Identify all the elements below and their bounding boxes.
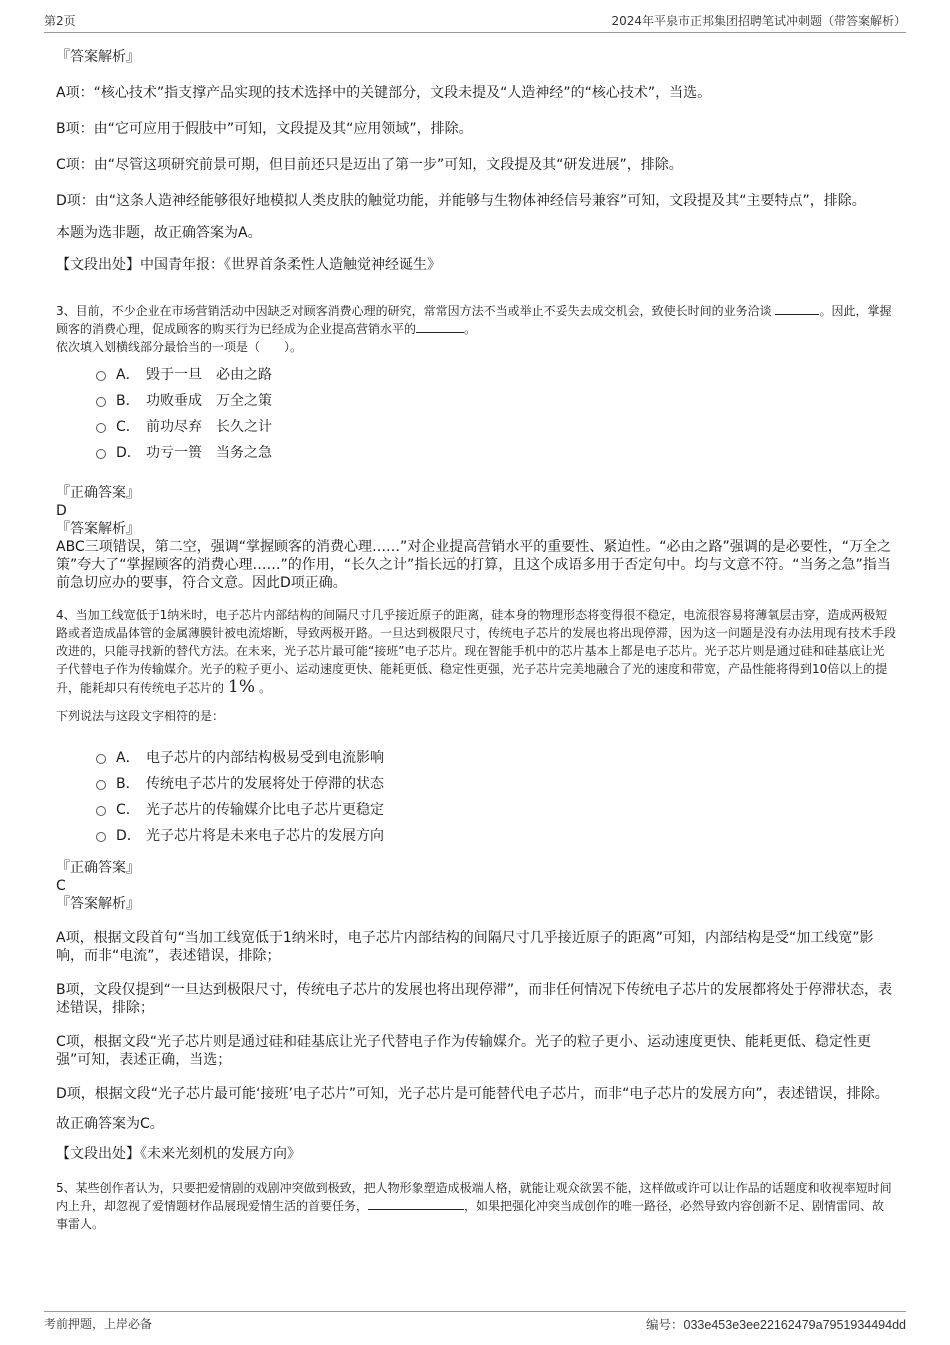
analysis-item-a: A项，根据文段首句“当加工线宽低于1纳米时，电子芯片内部结构的间隔尺寸几乎接近原子的距离”可知，内部结构是受“加工线宽”影响，而非“电流”，表述错误，排除； <box>56 930 874 964</box>
option-d[interactable]: D． 光子芯片将是未来电子芯片的发展方向 <box>56 823 896 849</box>
fill-blank <box>416 320 464 333</box>
question-text-part: 某些创作者认为，只要把爱情剧的戏剧冲突做到极致，把人物形象塑造成极端人格，就能让观众欲罢不能，这样做或许可以让作品的话题度和收视率短时间内上升，却忽视了爱情题材作品展现爱情生活的首要任务， <box>56 1181 892 1213</box>
question-text-part: 。因此，掌握顾客的消费心理，促成顾客的购买行为已经成为企业提高营销水平的 <box>56 304 892 336</box>
radio-icon[interactable] <box>96 397 106 407</box>
analysis-label: 『答案解析』 <box>56 521 140 537</box>
question-3 <box>56 302 896 592</box>
question-prompt: 依次填入划横线部分最恰当的一项是（ ）。 <box>56 340 303 354</box>
percent-value: 1% <box>228 677 255 697</box>
page-footer <box>44 1311 906 1337</box>
analysis-conclusion: 本题为选非题，故正确答案为A。 <box>56 225 262 241</box>
document-title: 2024年平泉市正邦集团招聘笔试冲刺题（带答案解析） <box>611 14 906 28</box>
answer-label: 『正确答案』 <box>56 860 140 876</box>
question-text-part: ，如果把强化冲突当成创作的唯一路径，必然导致内容创新不足、剧情雷同、故事雷人。 <box>56 1199 885 1231</box>
analysis-source: 【文段出处】《未来光刻机的发展方向》 <box>56 1146 301 1162</box>
analysis-item-c: C项，根据文段“光子芯片则是通过硅和硅基底让光子代替电子作为传输媒介。光子的粒子更小、运动速度更快、能耗更低、稳定性更强”可知，表述正确，当选； <box>56 1034 872 1068</box>
radio-icon[interactable] <box>96 806 106 816</box>
analysis-item-b: B项，文段仅提到“一旦达到极限尺寸，传统电子芯片的发展也将出现停滞”，而非任何情况下传统电子芯片的发展都将处于停滞状态，表述错误，排除； <box>56 982 893 1016</box>
option-d[interactable]: D． 功亏一篑 当务之急 <box>56 440 896 466</box>
fill-blank <box>368 1197 464 1210</box>
question-number: 4、 <box>56 608 76 622</box>
option-b[interactable]: B． 功败垂成 万全之策 <box>56 388 896 414</box>
question-stem: 4、当加工线宽低于1纳米时，电子芯片内部结构的间隔尺寸几乎接近原子的距离，硅本身的物理形态将变得很不稳定，电流很容易将薄氧层击穿，造成两极短路或者造成晶体管的金属薄膜针被电流熔断，导致两极开路。一旦达到极限尺寸，传统电子芯片的发展也将出现停滞，因为这一问题是没有办法用现有技术手段改进的，只能寻找新的替代方法。在未来，光子芯片最可能“接班”电子芯片。现在智能手机中的芯片基本上都是电子芯片。光子芯片则是通过硅和硅基底让光子代替电子作为传输媒介。光子的粒子更小、运动速度更快、能耗更低、稳定性更强，光子芯片完美地融合了光的速度和带宽，产品性能将得到10倍以上的提升，能耗却只有传统电子芯片的 1% 。 <box>56 608 897 697</box>
page-header <box>44 12 906 33</box>
question-stem <box>56 1179 896 1233</box>
analysis-item-a: A项：“核心技术”指支撑产品实现的技术选择中的关键部分，文段未提及“人造神经”的“核心技术”，当选。 <box>56 85 712 101</box>
question-text: 当加工线宽低于1纳米时，电子芯片内部结构的间隔尺寸几乎接近原子的距离，硅本身的物理形态将变得很不稳定，电流很容易将薄氧层击穿，造成两极短路或者造成晶体管的金属薄膜针被电流熔断，导致两极开路。一旦达到极限尺寸，传统电子芯片的发展也将出现停滞，因为这一问题是没有办法用现有技术手段改进的，只能寻找新的替代方法。在未来，光子芯片最可能“接班”电子芯片。现在智能手机中的芯片基本上都是电子芯片。光子芯片则是通过硅和硅基底让光子代替电子作为传输媒介。光子的粒子更小、运动速度更快、能耗更低、稳定性更强，光子芯片完美地融合了光的速度和带宽，产品性能将得到10倍以上的提升，能耗却只有传统电子芯片的 <box>56 608 897 695</box>
radio-icon[interactable] <box>96 423 106 433</box>
correct-answer: D <box>56 503 67 519</box>
question-text-part: 目前，不少企业在市场营销活动中因缺乏对顾客消费心理的研究，常常因方法不当或举止不妥失去成交机会，致使长时间的业务洽谈 <box>75 304 772 318</box>
q2-analysis <box>56 48 896 274</box>
document-code: 编号：033e453e3ee22162479a7951934494dd <box>646 1318 906 1332</box>
analysis-item-d: D项，根据文段“光子芯片最可能‘接班’电子芯片”可知，光子芯片是可能替代电子芯片，而非“电子芯片的发展方向”，表述错误，排除。 <box>56 1086 889 1102</box>
question-stem <box>56 302 896 338</box>
options-list <box>56 362 896 466</box>
radio-icon[interactable] <box>96 832 106 842</box>
radio-icon[interactable] <box>96 754 106 764</box>
question-text-part: 。 <box>464 322 477 336</box>
analysis-item-c: C项：由“尽管这项研究前景可期，但目前还只是迈出了第一步”可知，文段提及其“研发进展”，排除。 <box>56 157 683 173</box>
radio-icon[interactable] <box>96 780 106 790</box>
question-prompt: 下列说法与这段文字相符的是： <box>56 709 225 723</box>
option-b[interactable]: B． 传统电子芯片的发展将处于停滞的状态 <box>56 771 896 797</box>
analysis-text: ABC三项错误，第二空，强调“掌握顾客的消费心理……”对企业提高营销水平的重要性、紧迫性。“必由之路”强调的是必要性，“万全之策”夸大了“掌握顾客的消费心理……”的作用，“长久之计”指长远的打算，且这个成语多用于否定句中。均与文意不符。“当务之急”指当前急切应办的要事，符合文意。因此D项正确。 <box>56 539 891 591</box>
analysis-conclusion: 故正确答案为C。 <box>56 1116 164 1132</box>
option-c[interactable]: C． 前功尽弃 长久之计 <box>56 414 896 440</box>
option-c[interactable]: C． 光子芯片的传输媒介比电子芯片更稳定 <box>56 797 896 823</box>
analysis-label: 『答案解析』 <box>56 49 140 65</box>
question-number: 5、 <box>56 1181 76 1195</box>
analysis-label: 『答案解析』 <box>56 896 140 912</box>
option-a[interactable]: A． 电子芯片的内部结构极易受到电流影响 <box>56 745 896 771</box>
option-a[interactable]: A． 毁于一旦 必由之路 <box>56 362 896 388</box>
answer-label: 『正确答案』 <box>56 485 140 501</box>
correct-answer: C <box>56 878 66 894</box>
analysis-item-d: D项：由“这条人造神经能够很好地模拟人类皮肤的触觉功能，并能够与生物体神经信号兼容”可知，文段提及其“主要特点”，排除。 <box>56 193 866 209</box>
fill-blank <box>775 302 819 315</box>
question-4 <box>56 606 896 1163</box>
question-5 <box>56 1179 896 1233</box>
analysis-item-b: B项：由“它可应用于假肢中”可知，文段提及其“应用领域”，排除。 <box>56 121 473 137</box>
page-number: 第2页 <box>44 14 76 28</box>
footer-slogan: 考前押题，上岸必备 <box>44 1317 153 1331</box>
question-number: 3、 <box>56 304 76 318</box>
options-list <box>56 745 896 849</box>
document-body <box>56 44 896 1233</box>
analysis-source: 【文段出处】中国青年报：《世界首条柔性人造触觉神经诞生》 <box>56 257 441 273</box>
radio-icon[interactable] <box>96 449 106 459</box>
radio-icon[interactable] <box>96 371 106 381</box>
